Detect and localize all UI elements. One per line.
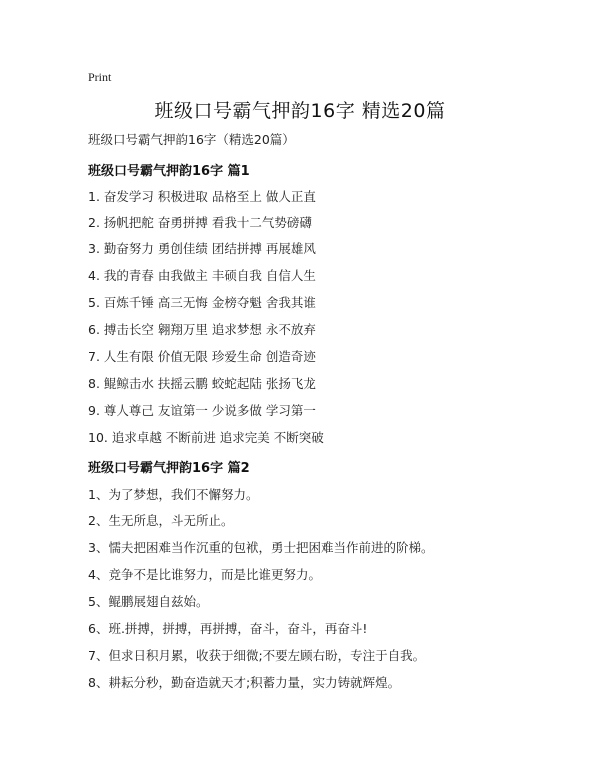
list-item: 3. 勤奋努力 勇创佳绩 团结拼搏 再展雄风 — [88, 241, 316, 256]
section-heading: 班级口号霸气押韵16字 篇2 — [88, 461, 250, 476]
section-heading: 班级口号霸气押韵16字 篇1 — [88, 164, 250, 179]
list-item: 6、班.拼搏，拼搏，再拼搏，奋斗，奋斗，再奋斗! — [88, 621, 368, 636]
page-subtitle: 班级口号霸气押韵16字（精选20篇） — [88, 132, 295, 147]
list-item: 2、生无所息，斗无所止。 — [88, 513, 234, 528]
list-item: 2. 扬帆把舵 奋勇拼搏 看我十二气势磅礴 — [88, 215, 312, 230]
list-item: 5. 百炼千锤 高三无悔 金榜夺魁 舍我其谁 — [88, 295, 316, 310]
list-item: 1. 奋发学习 积极进取 品格至上 做人正直 — [88, 189, 316, 204]
list-item: 3、懦夫把困难当作沉重的包袱，勇士把困难当作前进的阶梯。 — [88, 540, 434, 555]
list-item: 10. 追求卓越 不断前进 追求完美 不断突破 — [88, 430, 324, 445]
list-item: 4. 我的青春 由我做主 丰硕自我 自信人生 — [88, 268, 316, 283]
list-item: 1、为了梦想，我们不懈努力。 — [88, 487, 259, 502]
list-item: 5、鲲鹏展翅自兹始。 — [88, 594, 209, 609]
list-item: 4、竞争不是比谁努力，而是比谁更努力。 — [88, 567, 321, 582]
list-item: 6. 搏击长空 翱翔万里 追求梦想 永不放弃 — [88, 322, 316, 337]
page-title: 班级口号霸气押韵16字 精选20篇 — [154, 100, 446, 122]
print-label[interactable]: Print — [88, 70, 112, 84]
list-item: 7、但求日积月累，收获于细微;不要左顾右盼，专注于自我。 — [88, 648, 426, 663]
list-item: 8、耕耘分秒，勤奋造就天才;积蓄力量，实力铸就辉煌。 — [88, 675, 401, 690]
list-item: 9. 尊人尊己 友谊第一 少说多做 学习第一 — [88, 403, 316, 418]
list-item: 8. 鲲鲸击水 扶摇云鹏 蛟蛇起陆 张扬飞龙 — [88, 376, 316, 391]
list-item: 7. 人生有限 价值无限 珍爱生命 创造奇迹 — [88, 349, 316, 364]
